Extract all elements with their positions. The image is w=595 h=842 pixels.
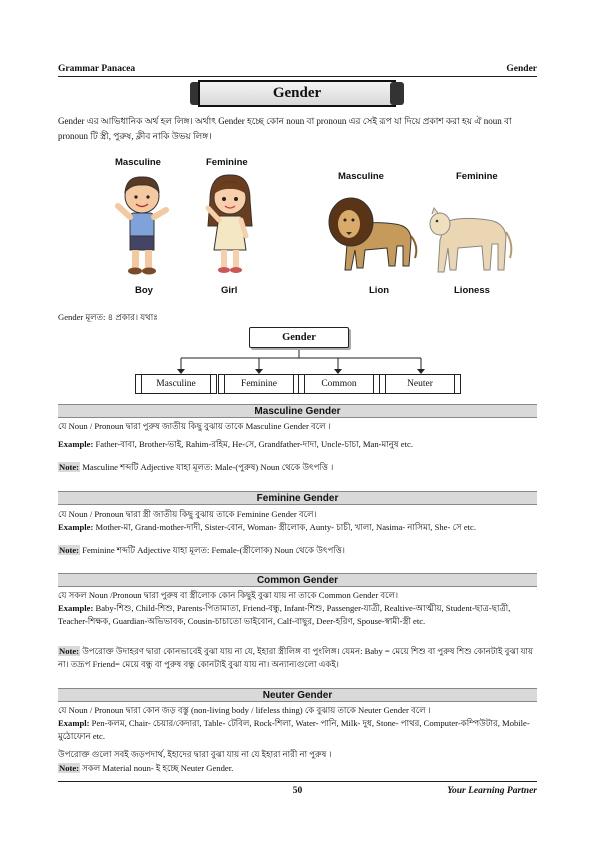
neuter-example <box>58 717 537 742</box>
header-chapter: Gender <box>506 64 537 74</box>
diagram-node-common <box>301 374 377 394</box>
diagram-root-gender: Gender <box>249 327 349 348</box>
example-text: Mother-মা, Grand-mother-দাদী, Sister-বোন, Woman- স্ত্রীলোক, Aunty- চাচী, খালা, Nasima- নাসিমা, She- সে etc. <box>93 522 476 532</box>
note-text: উপরোক্ত উদাহরণ দ্বারা কোনভাবেই বুঝা যায় না যে, ইহারা স্ত্রীলিঙ্গ বা পুংলিঙ্গ। যেমন: Baby = মেয়ে শিশু বা পুরুষ শিশু কোনটাই বুঝা যায় না। তদ্রূপ Friend= মেয়ে বন্ধু বা পুরুষ বন্ধু কোনটাই বুঝা যায় না। অন্যান্যগুলো একই। <box>58 646 534 669</box>
gender-types-intro: Gender মূলত: ৪ প্রকার। যথাঃ <box>58 312 158 322</box>
note-label: Note: <box>59 462 80 472</box>
neuter-extra: উপরোক্ত গুলো সবই জড়পদার্থ, ইহাদের দ্বারা বুঝা যায় না যে ইহারা নারী না পুরুষ । <box>58 749 332 759</box>
title-banner <box>190 80 404 107</box>
note-label: Note: <box>59 763 80 773</box>
boy-illustration <box>112 170 172 278</box>
masculine-heading: Masculine Gender <box>58 404 537 418</box>
neuter-heading: Neuter Gender <box>58 688 537 702</box>
feminine-definition: যে Noun / Pronoun দ্বারা স্ত্রী জাতীয় কিছু বুঝায় তাকে Feminine Gender বলে। <box>58 509 317 519</box>
feminine-note <box>58 544 537 557</box>
masculine-definition: যে Noun / Pronoun দ্বারা পুরুষ জাতীয় কিছু বুঝায় তাকে Masculine Gender বলে । <box>58 421 331 431</box>
example-label: Example: <box>58 522 94 532</box>
boy-top-label: Masculine <box>115 157 161 168</box>
note-text: সকল Material noun- ই হচ্ছে Neuter Gender. <box>80 763 234 773</box>
common-heading: Common Gender <box>58 573 537 587</box>
note-label: Note: <box>59 545 80 555</box>
neuter-definition: যে Noun / Pronoun দ্বারা কোন জড় বস্তু (non-living body / lifeless thing) কে বুঝায় তাকে Neuter Gender বলে । <box>58 705 431 715</box>
masculine-note <box>58 461 537 474</box>
example-label: Example: <box>58 439 94 449</box>
example-label: Exampl: <box>58 718 90 728</box>
lioness-bottom-label: Lioness <box>454 285 490 296</box>
diagram-node-feminine <box>221 374 297 394</box>
note-label: Note: <box>59 646 80 656</box>
page-title: Gender <box>198 80 396 107</box>
lion-bottom-label: Lion <box>369 285 390 296</box>
lion-illustration <box>325 192 420 278</box>
girl-bottom-label: Girl <box>221 285 238 296</box>
diagram-node-label: Common <box>321 379 357 389</box>
diagram-node-label: Neuter <box>407 379 433 389</box>
feminine-heading: Feminine Gender <box>58 491 537 505</box>
common-example <box>58 602 537 627</box>
example-text: Father-বাবা, Brother-ভাই, Rahim-রহিম, He-সে, Grandfather-দাদা, Uncle-চাচা, Man-মানুষ etc. <box>93 439 413 449</box>
page-number: 50 <box>292 786 303 796</box>
note-text: Masculine শব্দটি Adjective যাহা মূলত: Male-(পুরুষ) Noun থেকে উৎপত্তি । <box>80 462 334 472</box>
scroll-right-decoration <box>390 82 404 105</box>
page-footer <box>58 781 537 796</box>
diagram-node-neuter <box>382 374 458 394</box>
neuter-note <box>58 762 537 775</box>
page-header <box>58 64 537 77</box>
diagram-node-masculine <box>138 374 214 394</box>
masculine-example <box>58 438 537 451</box>
common-note <box>58 645 537 670</box>
footer-tagline: Your Learning Partner <box>447 786 537 796</box>
example-text: Baby-শিশু, Child-শিশু, Parents-পিতামাতা, Friend-বন্ধু, Infant-শিশু, Passenger-যাত্রী, Realtive-আত্মীয়, Student-ছাত্র-ছাত্রী, Teacher-শিক্ষক, Guardian-অভিভাবক, Cousin-চাচাতো ভাইবোন, Calf-বাছুর, Deer-হরিণ, Spouse-স্বামী-স্ত্রী etc. <box>58 603 511 626</box>
boy-bottom-label: Boy <box>135 285 153 296</box>
girl-illustration <box>200 170 260 278</box>
girl-top-label: Feminine <box>206 157 248 168</box>
lioness-top-label: Feminine <box>456 171 498 182</box>
example-label: Example: <box>58 603 94 613</box>
intro-paragraph: Gender এর আভিধানিক অর্থ হল লিঙ্গ। অর্থাৎ Gender হচ্ছে কোন noun বা pronoun এর সেই রূপ যা দিয়ে প্রকাশ করা হয় ঐ noun বা pronoun টি স্ত্রী, পুরুষ, ক্লীব নাকি উভয় লিঙ্গ। <box>58 116 512 141</box>
diagram-node-label: Masculine <box>156 379 196 389</box>
common-definition: যে সকল Noun /Pronoun দ্বারা পুরুষ বা স্ত্রীলোক কোন কিছুই বুঝা যায় না তাকে Common Gender বলে। <box>58 590 399 600</box>
lion-top-label: Masculine <box>338 171 384 182</box>
feminine-example <box>58 521 537 534</box>
header-book-title: Grammar Panacea <box>58 64 136 74</box>
diagram-node-label: Feminine <box>241 379 277 389</box>
note-text: Feminine শব্দটি Adjective যাহা মূলত: Female-(স্ত্রীলোক) Noun থেকে উৎপত্তি। <box>80 545 345 555</box>
gender-types-diagram <box>58 320 537 400</box>
example-text: Pen-কলম, Chair- চেয়ার/কেদারা, Table- টেবিল, Rock-শিলা, Water- পানি, Milk- দুধ, Stone- পাথর, Computer-কম্পিউটার, Mobile- মুঠোফোন etc. <box>58 718 530 741</box>
lioness-illustration <box>426 200 516 278</box>
